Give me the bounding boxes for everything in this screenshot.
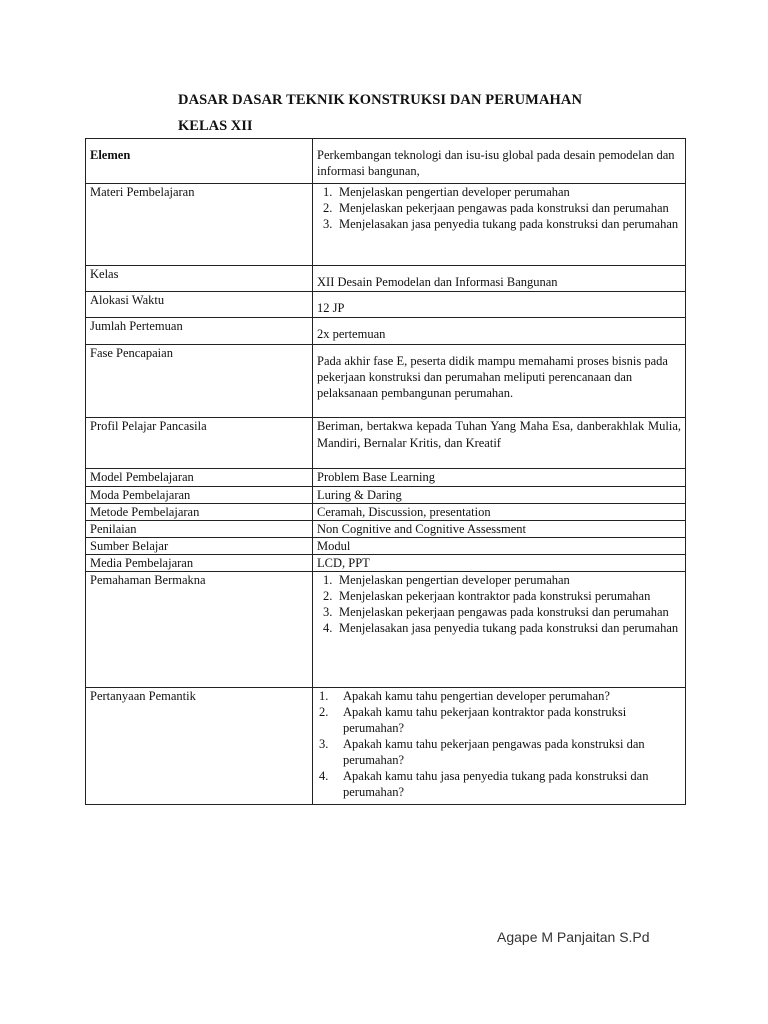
- row-label: Elemen: [86, 139, 313, 184]
- table-row-alokasi: [86, 292, 686, 318]
- row-label: Fase Pencapaian: [86, 345, 313, 418]
- class-label: KELAS XII: [178, 118, 253, 134]
- row-label: Profil Pelajar Pancasila: [86, 418, 313, 469]
- table-row-metode: [86, 504, 686, 521]
- pertanyaan-list: [317, 688, 681, 800]
- list-item: 1. Menjelaskan pengertian developer perumahan: [323, 573, 570, 587]
- row-label: Model Pembelajaran: [86, 469, 313, 487]
- list-item: 2. Menjelaskan pekerjaan kontraktor pada konstruksi perumahan: [323, 589, 651, 603]
- row-value: 12 JP: [313, 292, 686, 318]
- list-item: 2. Menjelaskan pekerjaan pengawas pada konstruksi dan perumahan: [323, 201, 669, 215]
- list-item: 4. Menjelasakan jasa penyedia tukang pada konstruksi dan perumahan: [323, 621, 679, 635]
- row-value: LCD, PPT: [313, 555, 686, 572]
- row-value: Modul: [313, 538, 686, 555]
- list-item: 3. Menjelaskan pekerjaan pengawas pada konstruksi dan perumahan: [323, 605, 669, 619]
- list-item: 2. Apakah kamu tahu pekerjaan kontraktor pada konstruksi perumahan?: [319, 705, 627, 735]
- row-value: [313, 572, 686, 688]
- row-label: Penilaian: [86, 521, 313, 538]
- row-value: Beriman, bertakwa kepada Tuhan Yang Maha Esa, danberakhlak Mulia, Mandiri, Bernalar Kritis, dan Kreatif: [313, 418, 686, 469]
- table-row-elemen: [86, 139, 686, 184]
- table-row-pemahaman: [86, 572, 686, 688]
- row-label: Pertanyaan Pemantik: [86, 688, 313, 805]
- table-row-model: [86, 469, 686, 487]
- row-value: Perkembangan teknologi dan isu-isu global pada desain pemodelan dan informasi bangunan,: [313, 139, 686, 184]
- table-row-media: [86, 555, 686, 572]
- row-label: Kelas: [86, 266, 313, 292]
- materi-list: [317, 184, 681, 232]
- row-label: Jumlah Pertemuan: [86, 318, 313, 345]
- row-value: Ceramah, Discussion, presentation: [313, 504, 686, 521]
- row-value: [313, 688, 686, 805]
- row-value: [313, 184, 686, 266]
- document-title: DASAR DASAR TEKNIK KONSTRUKSI DAN PERUMAHAN: [178, 92, 583, 108]
- row-value: Problem Base Learning: [313, 469, 686, 487]
- row-value: Non Cognitive and Cognitive Assessment: [313, 521, 686, 538]
- table-row-materi: [86, 184, 686, 266]
- row-value: Luring & Daring: [313, 487, 686, 504]
- row-label: Pemahaman Bermakna: [86, 572, 313, 688]
- row-value: 2x pertemuan: [313, 318, 686, 345]
- list-item: 3. Menjelasakan jasa penyedia tukang pada konstruksi dan perumahan: [323, 217, 679, 231]
- row-label: Sumber Belajar: [86, 538, 313, 555]
- module-table: [85, 138, 686, 805]
- list-item: 1. Menjelaskan pengertian developer perumahan: [323, 185, 570, 199]
- pemahaman-list: [317, 572, 681, 636]
- row-value: XII Desain Pemodelan dan Informasi Bangunan: [313, 266, 686, 292]
- row-label: Moda Pembelajaran: [86, 487, 313, 504]
- table-row-fase: [86, 345, 686, 418]
- author-signature: Agape M Panjaitan S.Pd: [497, 929, 650, 945]
- row-value: Pada akhir fase E, peserta didik mampu memahami proses bisnis pada pekerjaan konstruksi dan perumahan meliputi perencanaan dan pelaksanaan pembangunan perumahan.: [313, 345, 686, 418]
- list-item: 4. Apakah kamu tahu jasa penyedia tukang pada konstruksi dan perumahan?: [319, 769, 649, 799]
- list-item: 1. Apakah kamu tahu pengertian developer perumahan?: [319, 689, 610, 703]
- table-row-penilaian: [86, 521, 686, 538]
- table-row-sumber: [86, 538, 686, 555]
- table-row-pertanyaan: [86, 688, 686, 805]
- list-item: 3. Apakah kamu tahu pekerjaan pengawas pada konstruksi dan perumahan?: [319, 737, 645, 767]
- table-row-profil: [86, 418, 686, 469]
- table-row-jumlah: [86, 318, 686, 345]
- row-label: Alokasi Waktu: [86, 292, 313, 318]
- row-label: Media Pembelajaran: [86, 555, 313, 572]
- row-label: Materi Pembelajaran: [86, 184, 313, 266]
- table-row-kelas: [86, 266, 686, 292]
- table-row-moda: [86, 487, 686, 504]
- row-label: Metode Pembelajaran: [86, 504, 313, 521]
